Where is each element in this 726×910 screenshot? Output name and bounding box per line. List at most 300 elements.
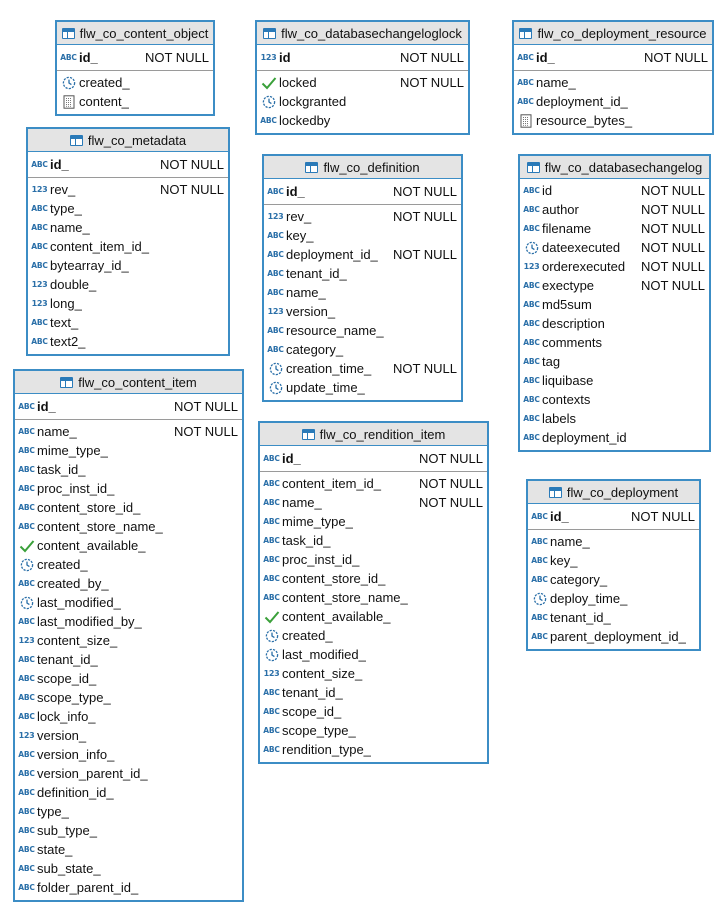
table-icon <box>60 377 73 388</box>
numeric-type-icon: 123 <box>267 307 284 316</box>
column-name: description <box>542 316 605 331</box>
column-name: id_ <box>536 49 555 65</box>
text-type-icon: ABC <box>517 97 534 106</box>
text-type-icon: ABC <box>523 338 540 347</box>
table-icon <box>305 162 318 173</box>
table-header[interactable] <box>15 371 242 394</box>
column-row[interactable] <box>260 664 487 683</box>
column-name: text_ <box>50 315 79 330</box>
columns-section <box>28 178 228 354</box>
column-name: created_ <box>282 628 333 643</box>
text-type-icon: ABC <box>523 205 540 214</box>
datetime-type-icon <box>263 648 280 662</box>
text-type-icon: ABC <box>523 376 540 385</box>
column-row[interactable] <box>264 359 461 378</box>
columns-section <box>264 205 461 400</box>
text-type-icon: ABC <box>263 593 280 602</box>
datetime-type-icon <box>531 592 548 606</box>
text-type-icon: ABC <box>267 345 284 354</box>
column-name: name_ <box>37 424 77 439</box>
column-name: content_ <box>79 94 129 109</box>
column-name: version_info_ <box>37 747 115 762</box>
column-row[interactable] <box>260 626 487 645</box>
column-row[interactable] <box>28 154 228 174</box>
column-row[interactable] <box>260 474 487 493</box>
column-row[interactable] <box>520 390 709 409</box>
columns-section <box>514 71 712 133</box>
column-name: folder_parent_id_ <box>37 880 139 895</box>
column-row[interactable] <box>28 275 228 294</box>
column-name: tag <box>542 354 561 369</box>
not-null-constraint: NOT NULL <box>399 75 464 90</box>
boolean-type-icon <box>18 539 35 553</box>
column-name: author <box>542 202 579 217</box>
table-header[interactable] <box>514 22 712 45</box>
datetime-type-icon <box>18 558 35 572</box>
binary-type-icon <box>517 114 534 128</box>
table-header[interactable] <box>528 481 699 504</box>
column-name: name_ <box>550 534 590 549</box>
column-row[interactable] <box>15 764 242 783</box>
not-null-constraint: NOT NULL <box>392 209 457 224</box>
column-row[interactable] <box>257 47 468 67</box>
column-name: id <box>279 49 291 65</box>
columns-section <box>257 71 468 133</box>
column-name: contexts <box>542 392 591 407</box>
column-row[interactable] <box>15 517 242 536</box>
column-name: parent_deployment_id_ <box>550 629 686 644</box>
not-null-constraint: NOT NULL <box>392 361 457 376</box>
table-header[interactable] <box>520 156 709 179</box>
column-row[interactable] <box>520 276 709 295</box>
column-row[interactable] <box>260 607 487 626</box>
column-row[interactable] <box>15 574 242 593</box>
text-type-icon: ABC <box>18 826 35 835</box>
column-name: update_time_ <box>286 380 365 395</box>
column-row[interactable] <box>15 726 242 745</box>
column-name: scope_type_ <box>37 690 111 705</box>
text-type-icon: ABC <box>531 556 548 565</box>
column-row[interactable] <box>28 237 228 256</box>
table-name: flw_co_metadata <box>87 132 187 148</box>
column-row[interactable] <box>15 650 242 669</box>
column-row[interactable] <box>264 378 461 397</box>
column-row[interactable] <box>528 551 699 570</box>
text-type-icon: ABC <box>523 319 540 328</box>
column-name: labels <box>542 411 576 426</box>
column-row[interactable] <box>520 257 709 276</box>
text-type-icon: ABC <box>263 555 280 564</box>
column-name: name_ <box>286 285 326 300</box>
text-type-icon: ABC <box>263 688 280 697</box>
column-row[interactable] <box>260 569 487 588</box>
boolean-type-icon <box>263 610 280 624</box>
column-name: id_ <box>79 49 98 65</box>
text-type-icon: ABC <box>531 511 548 521</box>
column-row[interactable] <box>520 295 709 314</box>
column-row[interactable] <box>28 199 228 218</box>
column-row[interactable] <box>520 333 709 352</box>
column-row[interactable] <box>528 532 699 551</box>
table-header[interactable] <box>57 22 213 45</box>
column-row[interactable] <box>264 226 461 245</box>
column-name: dateexecuted <box>542 240 621 255</box>
column-row[interactable] <box>514 47 712 67</box>
column-row[interactable] <box>264 264 461 283</box>
table-icon <box>302 429 315 440</box>
column-row[interactable] <box>520 352 709 371</box>
table-name: flw_co_content_object <box>79 25 209 41</box>
column-name: content_item_id_ <box>50 239 150 254</box>
not-null-constraint: NOT NULL <box>640 259 705 274</box>
column-row[interactable] <box>264 207 461 226</box>
column-row[interactable] <box>28 313 228 332</box>
column-row[interactable] <box>15 669 242 688</box>
column-row[interactable] <box>15 707 242 726</box>
column-row[interactable] <box>264 340 461 359</box>
not-null-constraint: NOT NULL <box>173 424 238 439</box>
column-name: content_store_id_ <box>37 500 141 515</box>
text-type-icon: ABC <box>18 883 35 892</box>
column-name: mime_type_ <box>37 443 108 458</box>
text-type-icon: ABC <box>31 318 48 327</box>
numeric-type-icon: 123 <box>523 262 540 271</box>
table-header[interactable] <box>28 129 228 152</box>
column-row[interactable] <box>264 302 461 321</box>
column-name: content_available_ <box>282 609 391 624</box>
column-row[interactable] <box>260 588 487 607</box>
text-type-icon: ABC <box>31 223 48 232</box>
column-row[interactable] <box>260 550 487 569</box>
column-row[interactable] <box>514 111 712 130</box>
primary-key-section <box>528 504 699 530</box>
text-type-icon: ABC <box>267 250 284 259</box>
columns-section <box>528 530 699 649</box>
column-name: name_ <box>50 220 90 235</box>
not-null-constraint: NOT NULL <box>640 278 705 293</box>
text-type-icon: ABC <box>18 446 35 455</box>
text-type-icon: ABC <box>263 726 280 735</box>
column-row[interactable] <box>528 608 699 627</box>
column-name: id_ <box>282 450 301 466</box>
column-row[interactable] <box>264 181 461 201</box>
column-row[interactable] <box>57 73 213 92</box>
numeric-type-icon: 123 <box>18 636 35 645</box>
column-name: id_ <box>550 508 569 524</box>
not-null-constraint: NOT NULL <box>640 183 705 198</box>
text-type-icon: ABC <box>18 427 35 436</box>
text-type-icon: ABC <box>531 537 548 546</box>
column-name: version_ <box>37 728 87 743</box>
column-row[interactable] <box>520 409 709 428</box>
text-type-icon: ABC <box>31 261 48 270</box>
not-null-constraint: NOT NULL <box>144 49 209 65</box>
text-type-icon: ABC <box>523 357 540 366</box>
text-type-icon: ABC <box>267 269 284 278</box>
column-row[interactable] <box>28 180 228 199</box>
column-row[interactable] <box>260 702 487 721</box>
column-row[interactable] <box>264 245 461 264</box>
column-row[interactable] <box>28 332 228 351</box>
columns-section <box>520 179 709 450</box>
column-name: created_by_ <box>37 576 109 591</box>
column-name: id <box>542 183 553 198</box>
table-flw-co-metadata[interactable] <box>26 127 230 356</box>
column-name: tenant_id_ <box>37 652 98 667</box>
text-type-icon: ABC <box>18 788 35 797</box>
column-name: exectype <box>542 278 595 293</box>
column-row[interactable] <box>15 396 242 416</box>
text-type-icon: ABC <box>531 613 548 622</box>
column-row[interactable] <box>260 645 487 664</box>
numeric-type-icon: 123 <box>31 185 48 194</box>
column-row[interactable] <box>260 531 487 550</box>
column-name: lock_info_ <box>37 709 96 724</box>
column-name: name_ <box>536 75 576 90</box>
column-row[interactable] <box>260 740 487 759</box>
primary-key-section <box>514 45 712 71</box>
column-name: id_ <box>37 398 56 414</box>
column-row[interactable] <box>15 859 242 878</box>
column-row[interactable] <box>260 683 487 702</box>
table-icon <box>263 28 276 39</box>
not-null-constraint: NOT NULL <box>418 450 483 466</box>
column-row[interactable] <box>260 493 487 512</box>
boolean-type-icon <box>260 76 277 90</box>
column-name: content_store_name_ <box>282 590 408 605</box>
column-name: sub_state_ <box>37 861 101 876</box>
table-header[interactable] <box>260 423 487 446</box>
column-name: last_modified_by_ <box>37 614 142 629</box>
text-type-icon: ABC <box>531 632 548 641</box>
column-row[interactable] <box>520 428 709 447</box>
text-type-icon: ABC <box>31 337 48 346</box>
columns-section <box>57 71 213 114</box>
column-name: task_id_ <box>282 533 331 548</box>
column-name: content_size_ <box>37 633 118 648</box>
numeric-type-icon: 123 <box>267 212 284 221</box>
column-row[interactable] <box>15 479 242 498</box>
columns-section <box>260 472 487 762</box>
not-null-constraint: NOT NULL <box>630 508 695 524</box>
column-row[interactable] <box>520 200 709 219</box>
column-name: id_ <box>50 156 69 172</box>
text-type-icon: ABC <box>18 617 35 626</box>
column-row[interactable] <box>528 627 699 646</box>
datetime-type-icon <box>267 362 284 376</box>
table-flw-co-rendition-item[interactable] <box>258 421 489 764</box>
text-type-icon: ABC <box>18 712 35 721</box>
column-name: resource_name_ <box>286 323 384 338</box>
text-type-icon: ABC <box>18 484 35 493</box>
table-header[interactable] <box>257 22 468 45</box>
column-name: tenant_id_ <box>286 266 347 281</box>
text-type-icon: ABC <box>263 453 280 463</box>
text-type-icon: ABC <box>18 845 35 854</box>
column-row[interactable] <box>15 745 242 764</box>
column-name: proc_inst_id_ <box>37 481 115 496</box>
column-name: bytearray_id_ <box>50 258 129 273</box>
text-type-icon: ABC <box>267 326 284 335</box>
column-row[interactable] <box>520 314 709 333</box>
text-type-icon: ABC <box>523 414 540 423</box>
column-row[interactable] <box>264 283 461 302</box>
column-row[interactable] <box>15 612 242 631</box>
table-flw-co-definition[interactable] <box>262 154 463 402</box>
datetime-type-icon <box>18 596 35 610</box>
column-name: scope_id_ <box>37 671 97 686</box>
binary-type-icon <box>60 95 77 109</box>
table-flw-co-databasechangeloglock[interactable] <box>255 20 470 135</box>
text-type-icon: ABC <box>523 186 540 195</box>
text-type-icon: ABC <box>523 433 540 442</box>
column-row[interactable] <box>520 238 709 257</box>
column-row[interactable] <box>15 593 242 612</box>
column-row[interactable] <box>15 498 242 517</box>
text-type-icon: ABC <box>523 300 540 309</box>
column-row[interactable] <box>28 218 228 237</box>
column-row[interactable] <box>15 783 242 802</box>
text-type-icon: ABC <box>267 186 284 196</box>
column-row[interactable] <box>15 821 242 840</box>
column-name: scope_type_ <box>282 723 356 738</box>
column-name: text2_ <box>50 334 86 349</box>
column-row[interactable] <box>264 321 461 340</box>
primary-key-section <box>260 446 487 472</box>
numeric-type-icon: 123 <box>18 731 35 740</box>
column-row[interactable] <box>15 536 242 555</box>
text-type-icon: ABC <box>263 498 280 507</box>
column-row[interactable] <box>257 73 468 92</box>
column-name: locked <box>279 75 317 90</box>
column-name: version_parent_id_ <box>37 766 148 781</box>
column-row[interactable] <box>260 448 487 468</box>
column-row[interactable] <box>520 219 709 238</box>
table-name: flw_co_databasechangelog <box>544 159 703 175</box>
column-row[interactable] <box>28 294 228 313</box>
text-type-icon: ABC <box>263 536 280 545</box>
text-type-icon: ABC <box>18 503 35 512</box>
text-type-icon: ABC <box>18 674 35 683</box>
column-row[interactable] <box>260 512 487 531</box>
column-row[interactable] <box>514 92 712 111</box>
text-type-icon: ABC <box>531 575 548 584</box>
column-row[interactable] <box>15 802 242 821</box>
not-null-constraint: NOT NULL <box>392 183 457 199</box>
text-type-icon: ABC <box>263 479 280 488</box>
column-row[interactable] <box>520 181 709 200</box>
column-row[interactable] <box>528 570 699 589</box>
table-flw-co-content-object[interactable] <box>55 20 215 116</box>
table-header[interactable] <box>264 156 461 179</box>
not-null-constraint: NOT NULL <box>159 156 224 172</box>
column-row[interactable] <box>520 371 709 390</box>
table-name: flw_co_deployment <box>566 484 679 500</box>
column-row[interactable] <box>257 92 468 111</box>
column-name: sub_type_ <box>37 823 97 838</box>
column-name: rev_ <box>286 209 312 224</box>
column-row[interactable] <box>15 631 242 650</box>
column-name: content_store_id_ <box>282 571 386 586</box>
text-type-icon: ABC <box>18 655 35 664</box>
table-flw-co-deployment-resource[interactable] <box>512 20 714 135</box>
column-name: content_size_ <box>282 666 363 681</box>
numeric-type-icon: 123 <box>31 299 48 308</box>
text-type-icon: ABC <box>267 231 284 240</box>
column-row[interactable] <box>15 460 242 479</box>
column-name: resource_bytes_ <box>536 113 633 128</box>
column-row[interactable] <box>260 721 487 740</box>
not-null-constraint: NOT NULL <box>643 49 708 65</box>
column-name: mime_type_ <box>282 514 353 529</box>
column-name: type_ <box>37 804 69 819</box>
column-name: key_ <box>550 553 578 568</box>
column-row[interactable] <box>15 422 242 441</box>
text-type-icon: ABC <box>31 204 48 213</box>
text-type-icon: ABC <box>18 522 35 531</box>
column-name: tenant_id_ <box>550 610 611 625</box>
column-name: content_item_id_ <box>282 476 382 491</box>
not-null-constraint: NOT NULL <box>392 247 457 262</box>
text-type-icon: ABC <box>18 864 35 873</box>
column-row[interactable] <box>514 73 712 92</box>
column-row[interactable] <box>15 688 242 707</box>
column-name: deployment_id_ <box>536 94 628 109</box>
column-row[interactable] <box>257 111 468 130</box>
columns-section <box>15 420 242 900</box>
not-null-constraint: NOT NULL <box>418 476 483 491</box>
table-name: flw_co_deployment_resource <box>537 25 707 41</box>
text-type-icon: ABC <box>517 78 534 87</box>
column-name: rendition_type_ <box>282 742 371 757</box>
column-row[interactable] <box>15 878 242 897</box>
table-icon <box>62 28 75 39</box>
text-type-icon: ABC <box>31 242 48 251</box>
table-name: flw_co_definition <box>323 159 420 175</box>
text-type-icon: ABC <box>523 395 540 404</box>
text-type-icon: ABC <box>18 465 35 474</box>
column-row[interactable] <box>15 441 242 460</box>
table-name: flw_co_rendition_item <box>319 426 446 442</box>
table-flw-co-deployment[interactable] <box>526 479 701 651</box>
column-name: deployment_id <box>542 430 627 445</box>
table-flw-co-databasechangelog[interactable] <box>518 154 711 452</box>
not-null-constraint: NOT NULL <box>640 221 705 236</box>
column-row[interactable] <box>57 47 213 67</box>
column-row[interactable] <box>15 840 242 859</box>
column-name: liquibase <box>542 373 594 388</box>
column-row[interactable] <box>528 506 699 526</box>
column-name: definition_id_ <box>37 785 114 800</box>
column-name: proc_inst_id_ <box>282 552 360 567</box>
table-icon <box>70 135 83 146</box>
text-type-icon: ABC <box>18 579 35 588</box>
table-flw-co-content-item[interactable] <box>13 369 244 902</box>
text-type-icon: ABC <box>18 693 35 702</box>
column-row[interactable] <box>28 256 228 275</box>
column-name: rev_ <box>50 182 76 197</box>
datetime-type-icon <box>60 76 77 90</box>
datetime-type-icon <box>523 241 540 255</box>
column-name: long_ <box>50 296 82 311</box>
column-row[interactable] <box>15 555 242 574</box>
column-name: category_ <box>286 342 344 357</box>
column-name: content_available_ <box>37 538 146 553</box>
column-row[interactable] <box>528 589 699 608</box>
column-name: category_ <box>550 572 608 587</box>
column-row[interactable] <box>57 92 213 111</box>
primary-key-section <box>57 45 213 71</box>
